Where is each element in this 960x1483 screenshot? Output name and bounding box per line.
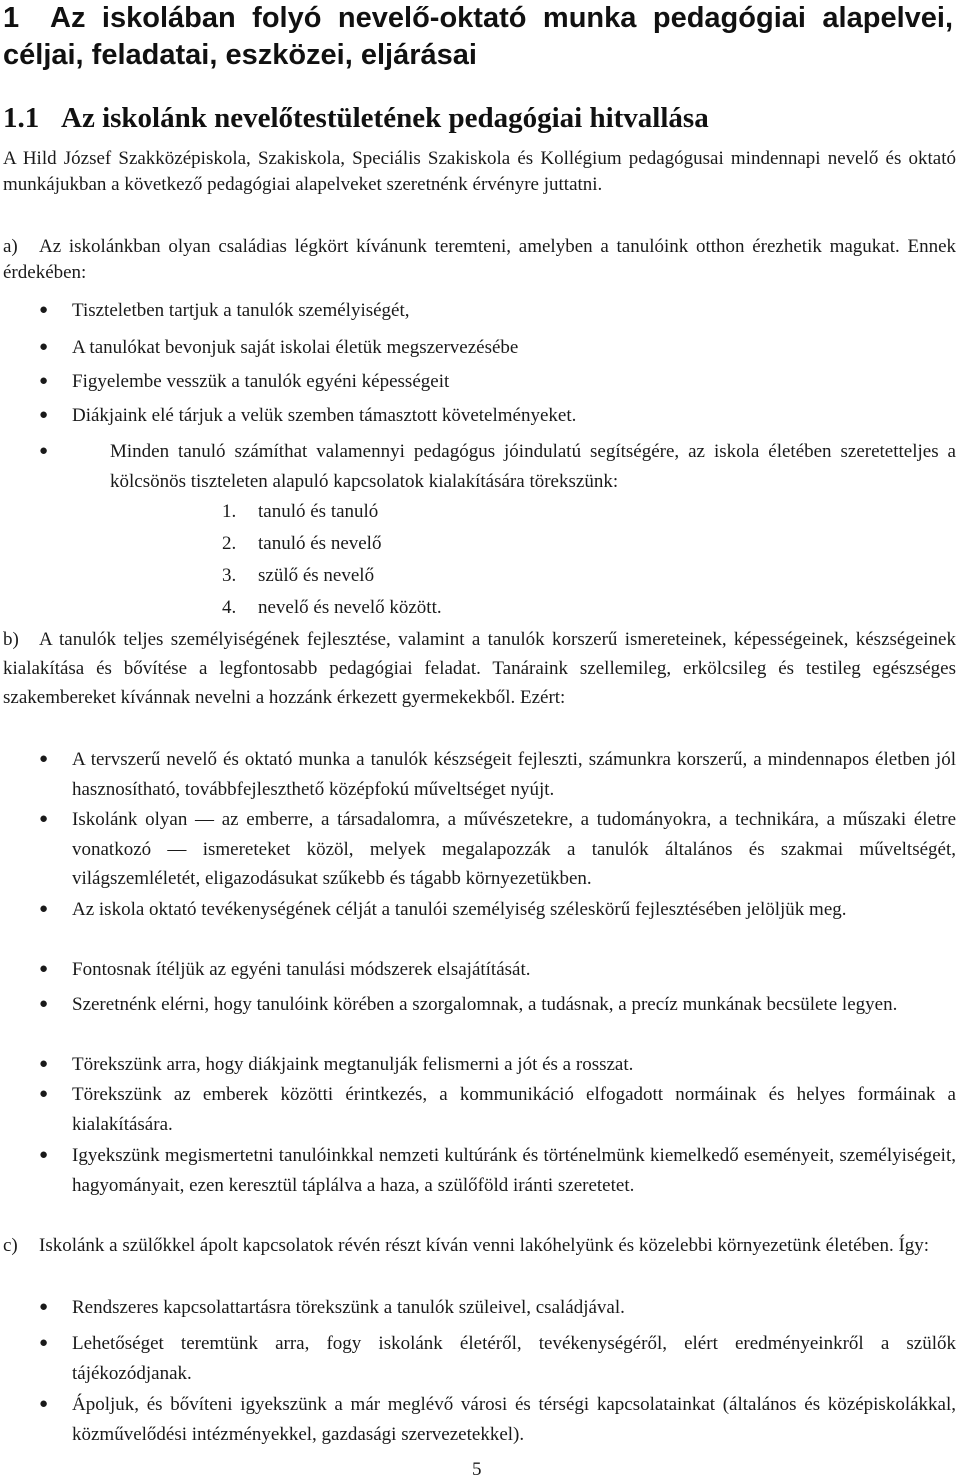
bullet-icon: ●: [39, 443, 49, 459]
section-c-text: Iskolánk a szülőkkel ápolt kapcsolatok révén részt kíván venni lakóhelyünk és közelebbi környezetünk életében. Így:: [39, 1235, 930, 1256]
list-item: [39, 1141, 956, 1200]
list-item-text: Rendszeres kapcsolattartásra törekszünk a tanulók szüleivel, családjával.: [72, 1297, 625, 1318]
list-item: [39, 296, 956, 326]
list-item-text: Az iskola oktató tevékenységének célját a tanulói személyiség széleskörű fejlesztésében jelöljük meg.: [72, 899, 847, 920]
bullet-icon: ●: [39, 407, 49, 423]
section-c-paragraph: [3, 1231, 956, 1260]
section-title: Az iskolánk nevelőtestületének pedagógiai hitvallása: [61, 102, 709, 134]
list-item: [39, 401, 956, 431]
list-item: [39, 1329, 956, 1388]
section-number: 1.1: [3, 102, 40, 134]
section-c-label: c): [3, 1235, 18, 1256]
list-item-text: Lehetőséget teremtünk arra, fogy iskolánk életéről, tevékenységéről, elért eredményeinkről a szülők tájékozódjanak.: [72, 1333, 956, 1384]
chapter-heading: [3, 0, 953, 74]
bullet-icon: ●: [39, 1086, 49, 1102]
bullet-icon: ●: [39, 1056, 49, 1072]
list-item: [39, 990, 956, 1020]
list-item: [39, 333, 956, 363]
list-item: [39, 1080, 956, 1139]
bullet-icon: ●: [39, 961, 49, 977]
list-item: [39, 1390, 956, 1449]
list-item-text: Törekszünk az emberek közötti érintkezés, a kommunikáció elfogadott normáinak és helyes formáinak a kialakítására.: [72, 1084, 956, 1135]
bullet-icon: ●: [39, 996, 49, 1012]
chapter-number: 1: [3, 2, 20, 34]
list-item: [39, 437, 956, 496]
section-b-paragraph: [3, 625, 956, 712]
chapter-title: Az iskolában folyó nevelő-oktató munka pedagógiai alapelvei, céljai, feladatai, eszközei, eljárásai: [3, 2, 953, 71]
numbered-item: 2. tanuló és nevelő: [222, 533, 382, 554]
bullet-icon: ●: [39, 302, 49, 318]
list-item-text: Iskolánk olyan — az emberre, a társadalomra, a művészetekre, a tudományokra, a technikára, a műszaki életre vonatkozó — ismereteket közöl, melyek megalapozzák a tanulók általános és szakmai műveltségét, világszemléletét, eligazodásukat szűkebb és tágabb környezetükben.: [72, 809, 956, 889]
list-item-text: Szeretnénk elérni, hogy tanulóink körében a szorgalomnak, a tudásnak, a precíz munkának becsülete legyen.: [72, 994, 898, 1015]
list-item-text: Tiszteletben tartjuk a tanulók személyiségét,: [72, 300, 410, 321]
intro-paragraph: A Hild József Szakközépiskola, Szakiskola, Speciális Szakiskola és Kollégium pedagógusai mindennapi nevelő és oktató munkájukban a következő pedagógiai alapelveket szeretnénk érvényre juttatni.: [3, 148, 956, 195]
list-item-text: Minden tanuló számíthat valamennyi pedagógus jóindulatú segítségére, az iskola életében szeretetteljes a kölcsönös tiszteleten alapuló kapcsolatok kialakítására törekszünk:: [110, 441, 956, 492]
section-b-label: b): [3, 629, 19, 650]
list-item-text: Igyekszünk megismertetni tanulóinkkal nemzeti kultúránk és történelmünk kiemelkedő eseményeit, személyiségeit, hagyományait, ezen keresztül táplálva a haza, a szülőföld iránti szeretetet.: [72, 1145, 956, 1196]
list-item-text: Diákjaink elé tárjuk a velük szemben támasztott követelményeket.: [72, 405, 577, 426]
section-a-label: a): [3, 236, 18, 257]
list-item: [39, 367, 956, 397]
list-item-text: Ápoljuk, és bővíteni igyekszünk a már meglévő városi és térségi kapcsolatainkat (általános és középiskolákkal, közművelődési intézményekkel, gazdasági szervezetekkel).: [72, 1394, 956, 1445]
bullet-icon: ●: [39, 1147, 49, 1163]
bullet-icon: ●: [39, 373, 49, 389]
list-item: [39, 1050, 956, 1080]
bullet-icon: ●: [39, 339, 49, 355]
list-item: [39, 955, 956, 985]
list-item: [39, 805, 956, 894]
bullet-icon: ●: [39, 811, 49, 827]
list-item: [39, 1293, 956, 1323]
list-item: [39, 895, 956, 925]
section-b-text: A tanulók teljes személyiségének fejlesztése, valamint a tanulók korszerű ismereteinek, képességeinek, készségeinek kialakítása és bővítése a legfontosabb pedagógiai feladat. Tanáraink szellemileg, erkölcsileg és testileg egészséges szakembereket kívánnak nevelni a hozzánk érkezett gyermekekből. Ezért:: [3, 629, 956, 708]
section-a-text: Az iskolánkban olyan családias légkört kívánunk teremteni, amelyben a tanulóink otthon érezhetik magukat. Ennek érdekében:: [3, 236, 956, 283]
bullet-icon: ●: [39, 901, 49, 917]
bullet-icon: ●: [39, 751, 49, 767]
numbered-item: 3. szülő és nevelő: [222, 565, 375, 586]
list-item-text: Fontosnak ítéljük az egyéni tanulási módszerek elsajátítását.: [72, 959, 531, 980]
section-a-paragraph: [3, 234, 956, 286]
bullet-icon: ●: [39, 1396, 49, 1412]
section-heading: [3, 100, 953, 136]
numbered-item: 1. tanuló és tanuló: [222, 501, 379, 522]
list-item-text: A tervszerű nevelő és oktató munka a tanulók készségeit fejleszti, számunkra korszerű, a mindennapos életben jól hasznosítható, továbbfejleszthető középfokú műveltséget nyújt.: [72, 749, 956, 800]
bullet-icon: ●: [39, 1335, 49, 1351]
list-item-text: A tanulókat bevonjuk saját iskolai életük megszervezésébe: [72, 337, 519, 358]
numbered-item: 4. nevelő és nevelő között.: [222, 597, 442, 618]
list-item: [39, 745, 956, 804]
page-number: 5: [472, 1459, 482, 1480]
list-item-text: Figyelembe vesszük a tanulók egyéni képességeit: [72, 371, 450, 392]
bullet-icon: ●: [39, 1299, 49, 1315]
list-item-text: Törekszünk arra, hogy diákjaink megtanulják felismerni a jót és a rosszat.: [72, 1054, 634, 1075]
